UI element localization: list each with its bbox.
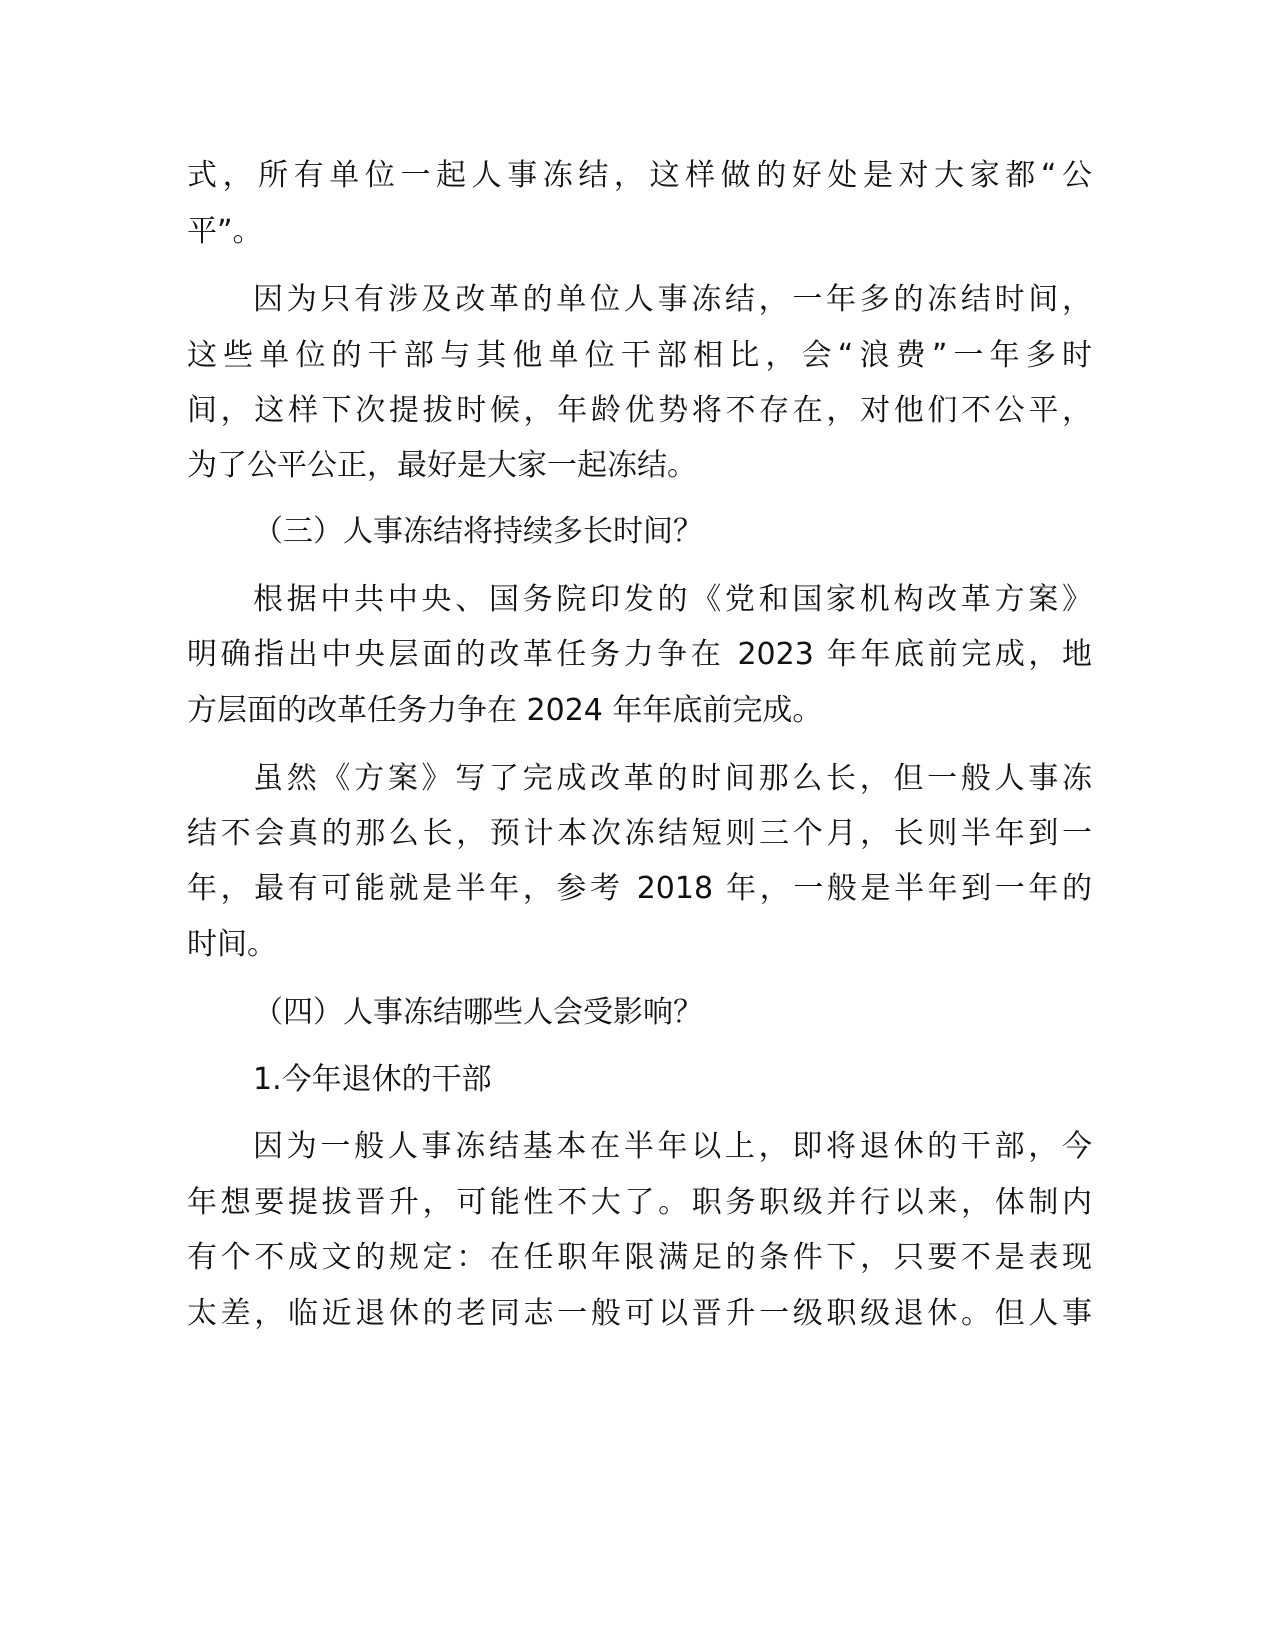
subsection-heading (0, 1051, 1275, 1109)
section-heading (0, 984, 1275, 1042)
paragraph-first-line (0, 271, 1275, 329)
body-line (0, 1229, 1275, 1287)
body-text: 明确指出中央层面的改革任务力争在 2023 年年底前完成，地 (187, 637, 1092, 672)
body-text: 这些单位的干部与其他单位干部相比，会“浪费”一年多时 (187, 338, 1092, 373)
body-text: 结不会真的那么长，预计本次冻结短则三个月，长则半年到一 (187, 816, 1092, 851)
body-line (0, 382, 1275, 440)
body-line (0, 1285, 1275, 1343)
section-heading (0, 503, 1275, 561)
body-line (0, 860, 1275, 918)
body-text: 年想要提拔晋升，可能性不大了。职务职级并行以来，体制内 (187, 1185, 1092, 1220)
body-text: 根据中共中央、国务院印发的《党和国家机构改革方案》 (253, 582, 1092, 617)
body-line (0, 682, 1275, 740)
body-line (0, 327, 1275, 385)
body-text: 方层面的改革任务力争在 2024 年年底前完成。 (187, 693, 823, 728)
body-text: 平”。 (187, 214, 263, 249)
body-text: 为了公平公正，最好是大家一起冻结。 (187, 448, 697, 483)
body-text: 年，最有可能就是半年，参考 2018 年，一般是半年到一年的 (187, 871, 1092, 906)
body-text: 虽然《方案》写了完成改革的时间那么长，但一般人事冻 (253, 761, 1092, 796)
body-line (0, 437, 1275, 495)
body-line (0, 626, 1275, 684)
body-line (0, 916, 1275, 974)
heading-text: 1.今年退休的干部 (253, 1062, 492, 1097)
paragraph-first-line (0, 750, 1275, 808)
body-line (0, 203, 1275, 261)
body-text: 太差，临近退休的老同志一般可以晋升一级职级退休。但人事 (187, 1296, 1092, 1331)
body-line (0, 1174, 1275, 1232)
body-text: 因为一般人事冻结基本在半年以上，即将退休的干部，今 (253, 1129, 1092, 1164)
body-text: 因为只有涉及改革的单位人事冻结，一年多的冻结时间， (253, 282, 1092, 317)
body-line (0, 805, 1275, 863)
body-line (0, 147, 1275, 205)
paragraph-first-line (0, 571, 1275, 629)
body-text: 时间。 (187, 927, 277, 962)
body-text: 有个不成文的规定：在任职年限满足的条件下，只要不是表现 (187, 1240, 1092, 1275)
paragraph-first-line (0, 1118, 1275, 1176)
heading-text: （四）人事冻结哪些人会受影响？ (253, 995, 703, 1030)
body-text: 式，所有单位一起人事冻结，这样做的好处是对大家都“公 (187, 158, 1092, 193)
heading-text: （三）人事冻结将持续多长时间？ (253, 514, 703, 549)
body-text: 间，这样下次提拔时候，年龄优势将不存在，对他们不公平， (187, 393, 1092, 428)
